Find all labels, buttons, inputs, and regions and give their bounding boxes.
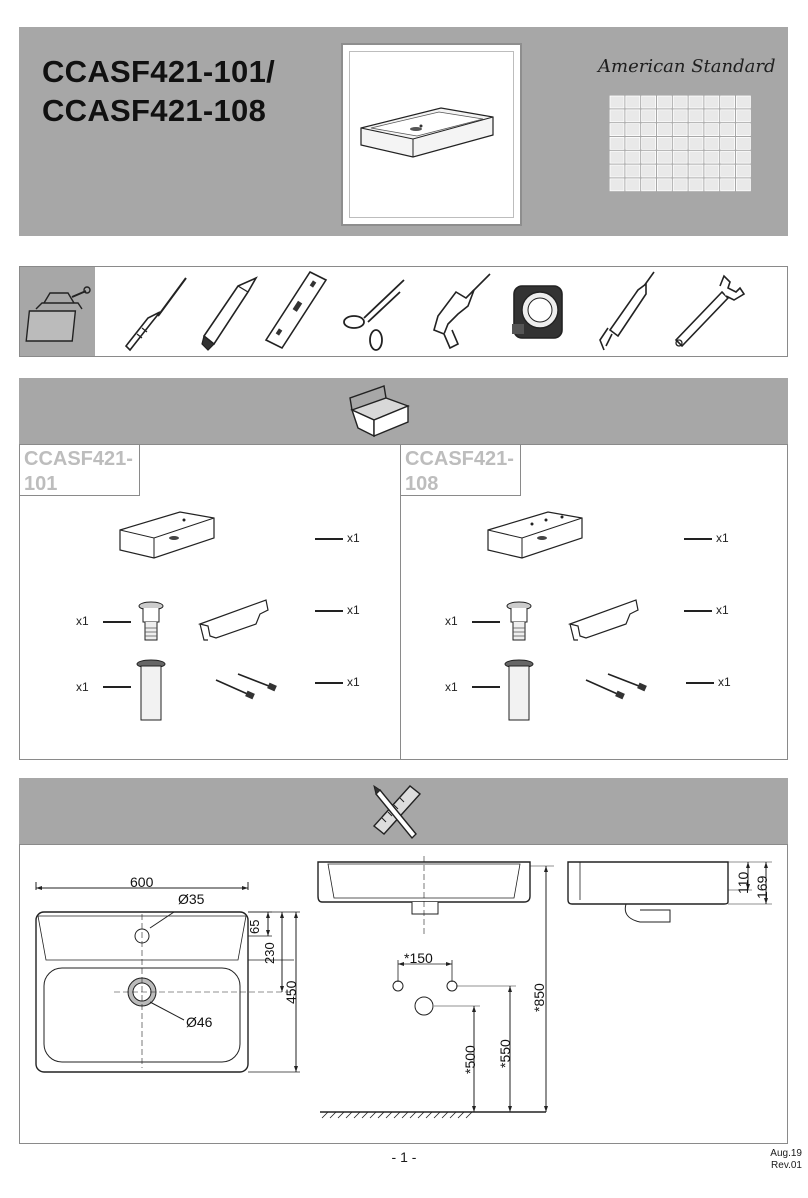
language-flag-cell [689, 165, 703, 177]
bracket-quantity: x1 [347, 603, 360, 617]
language-flag-cell [626, 110, 640, 122]
language-flag-cell [705, 165, 719, 177]
scissors-icon [340, 272, 410, 352]
top-view-drawing [24, 878, 314, 1078]
width-dimension: 600 [130, 874, 154, 890]
revision-number: Rev.01 [771, 1160, 802, 1171]
side-view-drawing [566, 856, 776, 936]
language-flag-cell [673, 179, 687, 191]
language-flag-cell [657, 137, 671, 149]
model-number-line2: CCASF421-108 [42, 93, 267, 128]
language-flag-cell [689, 124, 703, 136]
dimension-450: 450 [283, 980, 299, 1004]
adjustable-wrench-icon [668, 272, 748, 352]
kit-label-108: CCASF421- 108 [400, 444, 521, 496]
model-number-line1: CCASF421-101/ [42, 54, 276, 89]
basin-product-illustration [343, 45, 520, 224]
language-flag-cell [610, 151, 624, 163]
language-flag-cell [721, 137, 735, 149]
language-flag-cell [657, 179, 671, 191]
language-flag-cell [736, 96, 750, 108]
language-flag-cell [689, 96, 703, 108]
language-flag-cell [642, 124, 656, 136]
fixing-bolts-part [212, 668, 282, 708]
language-flag-cell [626, 151, 640, 163]
language-flag-cell [721, 179, 735, 191]
language-flag-cell [721, 96, 735, 108]
language-flag-cell [721, 151, 735, 163]
revision-date: Aug.19 [770, 1148, 802, 1159]
dimension-110: 110 [735, 871, 751, 894]
bolts-quantity: x1 [347, 675, 360, 689]
parts-box-icon [346, 382, 418, 442]
toolbox-icon [20, 267, 95, 356]
language-flag-cell [673, 151, 687, 163]
language-flag-cell [705, 110, 719, 122]
tailpiece-part [134, 658, 168, 722]
language-flag-cell [657, 151, 671, 163]
fixing-bolts-part [582, 668, 652, 708]
pop-up-drain-part [136, 598, 166, 648]
language-flag-cell [736, 151, 750, 163]
basin-quantity: x1 [347, 531, 360, 545]
language-flag-cell [689, 151, 703, 163]
basin-part [486, 508, 586, 563]
language-flag-cell [736, 165, 750, 177]
bolts-quantity: x1 [718, 675, 731, 689]
language-flag-cell [689, 179, 703, 191]
drain-hole-dimension: Ø46 [186, 1014, 213, 1030]
dimension-169: 169 [754, 875, 770, 899]
language-flag-cell [642, 165, 656, 177]
basin-part [118, 508, 218, 563]
language-flag-cell [657, 110, 671, 122]
language-flag-cell [673, 96, 687, 108]
tap-hole-dimension: Ø35 [178, 891, 205, 907]
revision-info [770, 1148, 802, 1172]
drain-quantity: x1 [445, 614, 458, 628]
language-flag-cell [705, 179, 719, 191]
dimension-550: *550 [497, 1039, 513, 1068]
wall-bracket-part [196, 596, 276, 646]
language-flag-cell [705, 151, 719, 163]
page-title [42, 52, 275, 130]
language-flag-cell [736, 137, 750, 149]
language-flag-cell [626, 124, 640, 136]
language-flag-cell [626, 96, 640, 108]
language-flag-cell [642, 179, 656, 191]
language-flag-cell [689, 137, 703, 149]
basin-quantity: x1 [716, 531, 729, 545]
drain-quantity: x1 [76, 614, 89, 628]
language-grid-icon [609, 95, 751, 191]
dimension-850: *850 [531, 983, 547, 1012]
product-image-frame [341, 43, 522, 226]
brand-logo: American Standard [598, 56, 776, 77]
dimension-500: *500 [462, 1045, 478, 1074]
language-flag-cell [626, 137, 640, 149]
language-flag-cell [721, 124, 735, 136]
bolt-spacing-dimension: *150 [404, 950, 433, 966]
language-flag-cell [736, 124, 750, 136]
language-flag-cell [721, 165, 735, 177]
language-flag-cell [610, 165, 624, 177]
language-flag-cell [610, 137, 624, 149]
language-flag-cell [610, 96, 624, 108]
language-flag-cell [673, 124, 687, 136]
language-flag-cell [657, 165, 671, 177]
language-flag-cell [736, 179, 750, 191]
language-flag-cell [626, 179, 640, 191]
pop-up-drain-part [504, 598, 534, 648]
language-flag-cell [642, 96, 656, 108]
tailpiece-quantity: x1 [76, 680, 89, 694]
language-flag-cell [642, 151, 656, 163]
language-flag-cell [610, 110, 624, 122]
caulking-gun-icon [592, 270, 662, 350]
language-flag-cell [642, 137, 656, 149]
language-flag-cell [610, 179, 624, 191]
language-flag-cell [673, 110, 687, 122]
language-flag-cell [705, 137, 719, 149]
language-flag-cell [673, 137, 687, 149]
dimension-65: 65 [247, 919, 262, 934]
language-flag-cell [736, 110, 750, 122]
language-flag-cell [610, 124, 624, 136]
bracket-quantity: x1 [716, 603, 729, 617]
tailpiece-part [502, 658, 536, 722]
language-flag-cell [642, 110, 656, 122]
language-flag-cell [626, 165, 640, 177]
language-flag-cell [721, 110, 735, 122]
spirit-level-icon [262, 270, 332, 350]
language-flag-cell [657, 124, 671, 136]
wall-bracket-part [566, 596, 646, 646]
front-view-drawing [316, 856, 556, 1116]
drill-icon [428, 270, 498, 350]
dimension-230: 230 [262, 942, 277, 964]
language-flag-cell [705, 124, 719, 136]
pencil-icon [196, 272, 266, 352]
tailpiece-quantity: x1 [445, 680, 458, 694]
language-flag-cell [689, 110, 703, 122]
language-flag-cell [673, 165, 687, 177]
language-flag-cell [657, 96, 671, 108]
screwdriver-icon [122, 272, 192, 352]
kit-label-101: CCASF421- 101 [19, 444, 140, 496]
pencil-ruler-icon [368, 782, 428, 842]
language-flag-cell [705, 96, 719, 108]
page-number: - 1 - [391, 1149, 417, 1165]
tape-measure-icon [508, 278, 578, 358]
